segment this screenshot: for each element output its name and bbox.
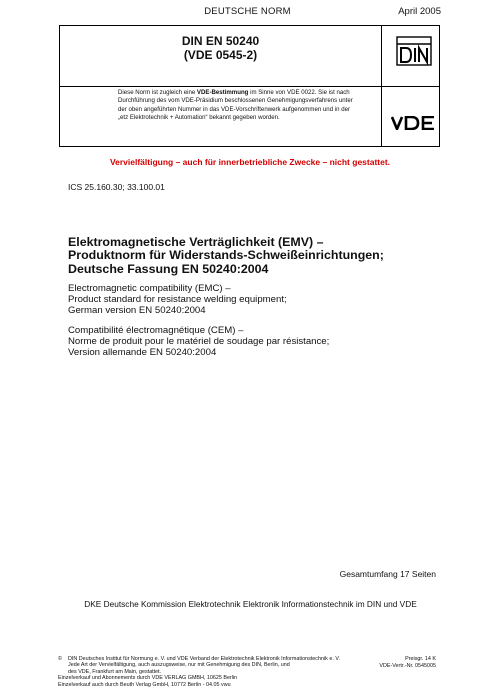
footer-line: © DIN Deutsches Institut für Normung e. V. und VDE Verband der Elektrotechnik Elektronik Informationstechnik e. V. [58,656,340,662]
title-line: Version allemande EN 50240:2004 [68,346,217,358]
title-line: German version EN 50240:2004 [68,304,206,316]
vde-logo [391,116,437,130]
title-line: Product standard for resistance welding equipment; [68,293,287,305]
copyright-notice [58,656,378,688]
copyright-symbol: © [58,656,62,662]
committee-name: DKE Deutsche Kommission Elektrotechnik Elektronik Informationstechnik im DIN und VDE [84,599,417,609]
reproduction-notice: Vervielfältigung – auch für innerbetriebliche Zwecke – nicht gestattet. [109,157,391,167]
note-line: Durchführung des vom VDE-Präsidium beschlossenen Genehmigungsverfahrens unter [118,97,353,105]
document-number-block [60,34,381,62]
din-logo [396,36,432,66]
din-number: DIN EN 50240 [181,34,260,48]
footer-line: des VDE, Frankfurt am Main, gestattet. [68,668,162,675]
title-line: Electromagnetic compatibility (EMC) – [68,283,231,294]
note-line: der oben angeführten Nummer in das VDE-Vorschriftenwerk aufgenommen und in der [118,105,351,113]
order-info [379,656,436,671]
title-english [68,284,440,316]
publication-date: April 2005 [398,6,441,17]
title-german [68,236,440,276]
title-french [68,326,440,358]
footer-line: Einzelverkauf auch durch Beuth Verlag GmbH, 10772 Berlin - 04.05 vwu [58,681,231,688]
title-line: Deutsche Fassung EN 50240:2004 [68,261,269,276]
title-line: Compatibilité électromagnétique (CEM) – [68,325,244,336]
title-line: Produktnorm für Widerstands-Schweißeinrichtungen; [68,248,384,263]
vde-approval-note [118,89,376,122]
box-divider-horizontal [60,86,439,87]
title-line: Elektromagnetische Verträglichkeit (EMV) – [68,235,324,249]
total-pages: Gesamtumfang 17 Seiten [339,569,436,579]
note-line: „etz Elektrotechnik + Automation“ bekannt gegeben worden. [118,113,280,121]
vde-number: (VDE 0545-2) [183,48,258,62]
standard-header-box [59,25,440,147]
title-line: Norme de produit pour le matériel de soudage par résistance; [68,335,330,347]
footer-line: Einzelverkauf und Abonnements durch VDE VERLAG GMBH, 10625 Berlin [58,675,238,682]
note-line: Diese Norm ist zugleich eine VDE-Bestimmung im Sinne von VDE 0022. Sie ist nach [118,89,350,96]
norm-type-header: DEUTSCHE NORM [204,6,291,17]
ics-code: ICS 25.160.30; 33.100.01 [68,182,165,192]
footer-line: Jede Art der Vervielfältigung, auch auszugsweise, nur mit Genehmigung des DIN, Berlin, und [68,662,290,669]
price-group: Preisgr. 14 K [405,656,436,662]
vde-order-number: VDE-Vertr.-Nr. 0545005 [379,663,436,670]
